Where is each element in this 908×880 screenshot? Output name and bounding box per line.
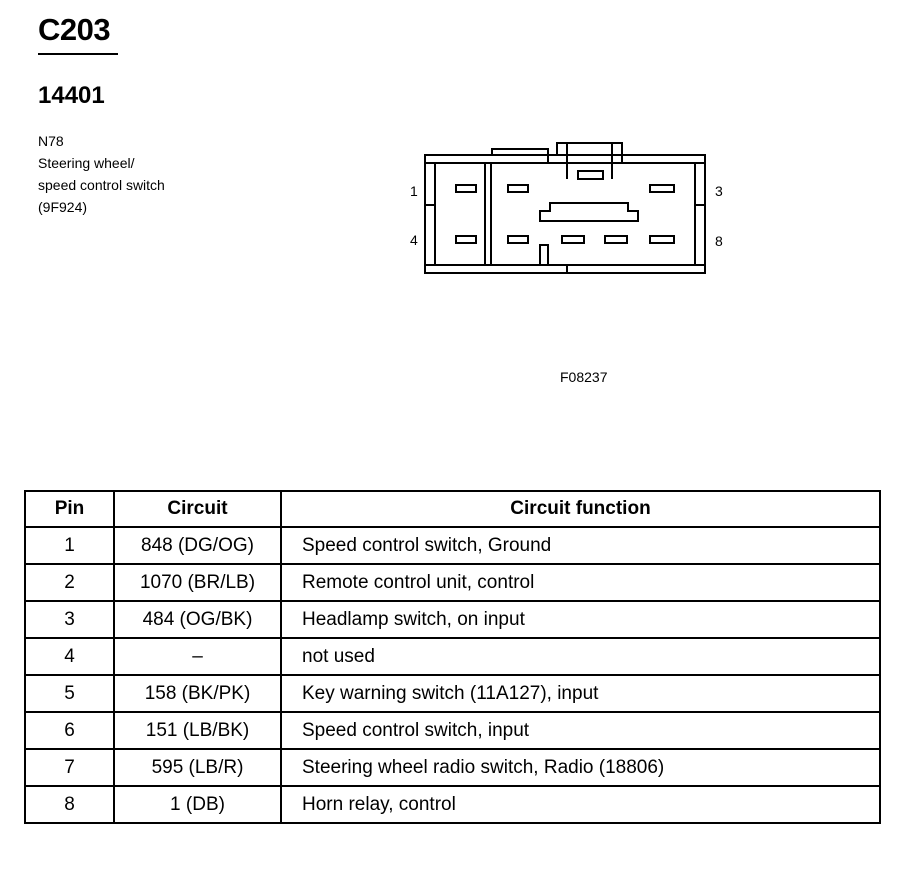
circuit-cell: – <box>114 638 281 675</box>
figure-code: F08237 <box>560 369 608 385</box>
table-row <box>25 712 880 749</box>
header-pin: Pin <box>25 491 114 527</box>
function-cell: Headlamp switch, on input <box>281 601 880 638</box>
pin-label-bottom-right: 8 <box>715 233 723 249</box>
table-row <box>25 527 880 564</box>
pin-cavity-7 <box>605 236 627 243</box>
component-name-line1: Steering wheel/ <box>38 155 135 171</box>
table-row <box>25 564 880 601</box>
pin-cell: 2 <box>25 564 114 601</box>
pin-cavity-3 <box>650 185 674 192</box>
component-name-line2: speed control switch <box>38 177 165 193</box>
header-function: Circuit function <box>281 491 880 527</box>
component-code: N78 <box>38 133 64 149</box>
function-cell: Speed control switch, input <box>281 712 880 749</box>
circuit-cell: 1 (DB) <box>114 786 281 823</box>
table-row <box>25 601 880 638</box>
pin-cell: 7 <box>25 749 114 786</box>
pin-cavity-1 <box>456 185 476 192</box>
pin-cell: 8 <box>25 786 114 823</box>
pin-cell: 6 <box>25 712 114 749</box>
function-cell: Horn relay, control <box>281 786 880 823</box>
connector-key <box>540 203 638 221</box>
component-part-number: (9F924) <box>38 199 88 215</box>
table-row <box>25 638 880 675</box>
pin-cell: 5 <box>25 675 114 712</box>
connector-latch <box>492 143 622 155</box>
function-cell: Remote control unit, control <box>281 564 880 601</box>
part-number: 14401 <box>38 82 105 109</box>
circuit-cell: 484 (OG/BK) <box>114 601 281 638</box>
connector-latch-inner <box>567 143 612 179</box>
connector-latch-window <box>578 171 603 179</box>
pin-cavity-6 <box>562 236 584 243</box>
table-row <box>25 675 880 712</box>
pin-cavity-2 <box>508 185 528 192</box>
table-row <box>25 786 880 823</box>
connector-id: C203 <box>38 12 111 47</box>
circuit-cell: 848 (DG/OG) <box>114 527 281 564</box>
circuit-cell: 158 (BK/PK) <box>114 675 281 712</box>
table-row <box>25 749 880 786</box>
connector-key-stem <box>540 245 548 265</box>
pin-label-top-right: 3 <box>715 183 723 199</box>
connector-shoulder <box>548 155 622 163</box>
pin-cavity-5 <box>508 236 528 243</box>
circuit-cell: 595 (LB/R) <box>114 749 281 786</box>
function-cell: Speed control switch, Ground <box>281 527 880 564</box>
function-cell: Steering wheel radio switch, Radio (18806) <box>281 749 880 786</box>
pin-cell: 1 <box>25 527 114 564</box>
function-cell: Key warning switch (11A127), input <box>281 675 880 712</box>
pin-cavity-4 <box>456 236 476 243</box>
connector-body <box>425 155 705 273</box>
title-underline <box>38 53 118 55</box>
connector-diagram <box>400 135 740 280</box>
function-cell: not used <box>281 638 880 675</box>
pin-label-top-left: 1 <box>410 183 418 199</box>
pin-cell: 4 <box>25 638 114 675</box>
pinout-table <box>24 490 881 824</box>
circuit-cell: 1070 (BR/LB) <box>114 564 281 601</box>
pin-cell: 3 <box>25 601 114 638</box>
pin-label-bottom-left: 4 <box>410 232 418 248</box>
component-description <box>38 130 165 218</box>
table-header-row <box>25 491 880 527</box>
header-circuit: Circuit <box>114 491 281 527</box>
circuit-cell: 151 (LB/BK) <box>114 712 281 749</box>
pin-cavity-8 <box>650 236 674 243</box>
